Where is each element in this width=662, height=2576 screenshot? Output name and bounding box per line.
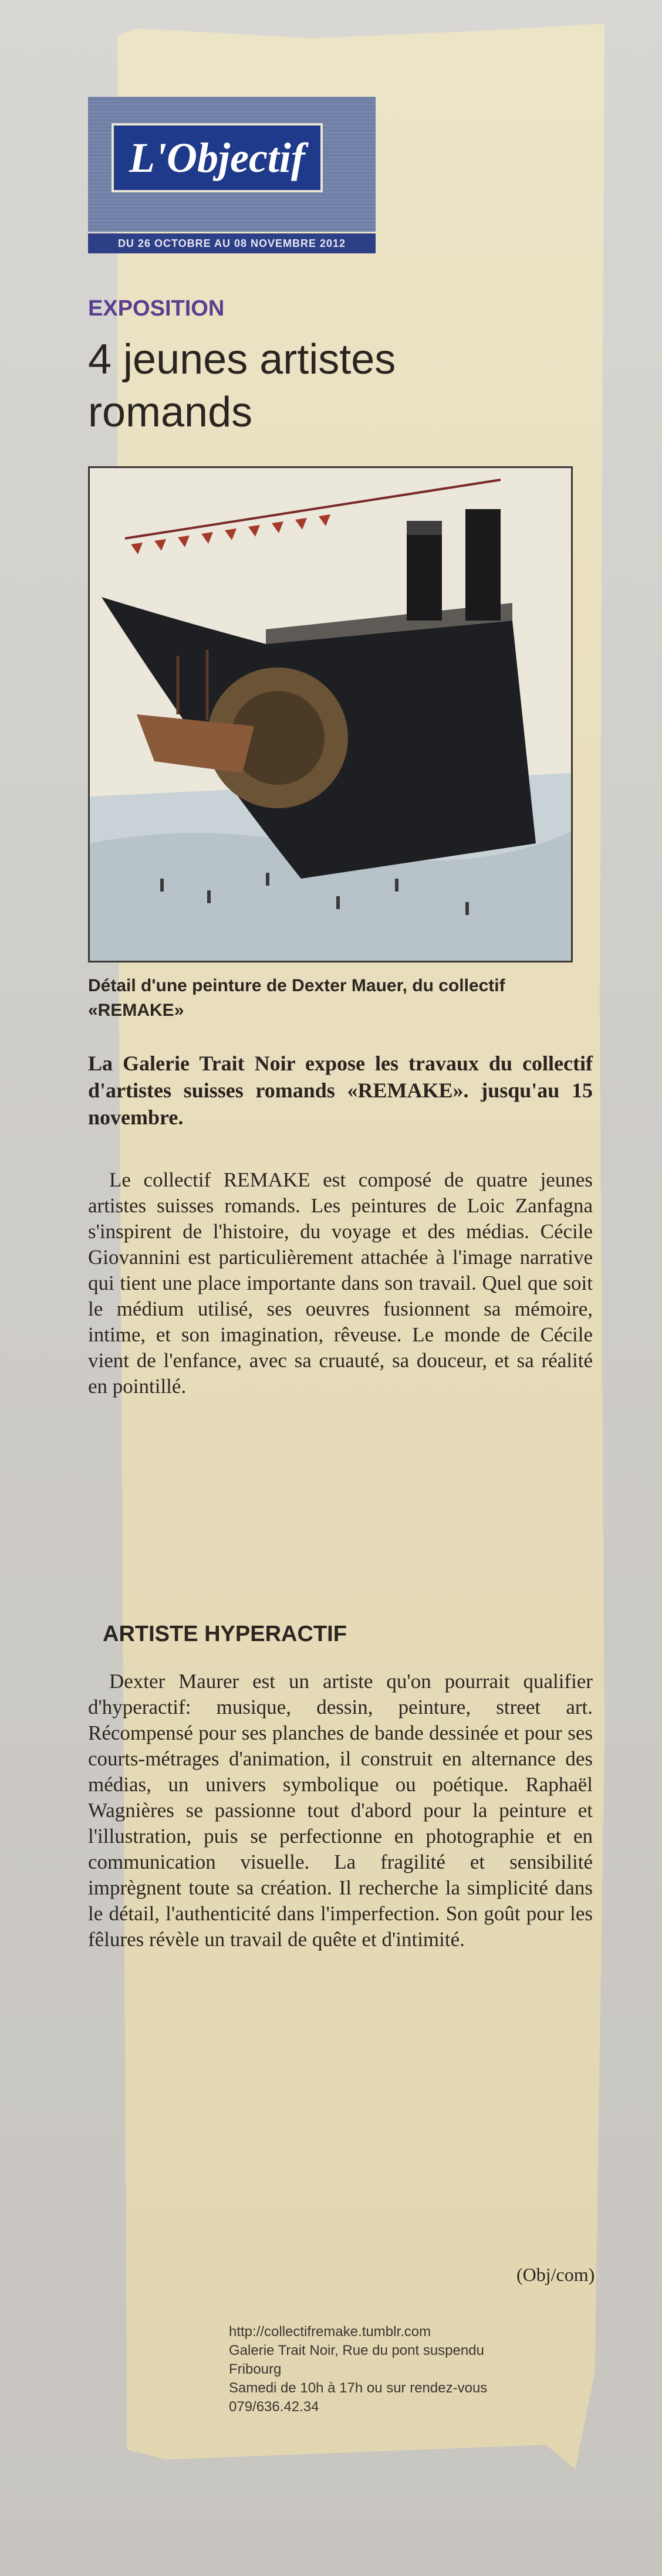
article-headline: 4 jeunes artistes romands xyxy=(88,336,396,436)
info-hours: Samedi de 10h à 17h ou sur rendez-vous xyxy=(229,2380,488,2396)
masthead-logo: L'Objectif xyxy=(112,123,323,192)
article-paragraph: Le collectif REMAKE est composé de quatre jeunes artistes suisses romands. Les peintures de Loic Zanfagna s'inspirent de l'histoire, du voyage et des médias. Cécile Giovannini est particulièrement attachée à l'image narrative qui tient une place importante dans son travail. Quel que soit le médium utilisé, ses oeuvres fusionnent sa mémoire, intime, et son imagination, rêveuse. Le monde de Cécile vient de l'enfance, avec sa cruauté, sa douceur, et sa réalité en pointillé. xyxy=(88,1168,593,1398)
article-paragraph: Dexter Maurer est un artiste qu'on pourrait qualifier d'hyperactif: musique, dessin, peinture, street art. Récompensé pour ses planches de bande dessinée et pour ses courts-métrages d'animation, il construit en alternance des médias, un univers symbolique ou poétique. Raphaël Wagnières se passionne tout d'abord pour la peinture et l'illustration, puis se perfectionne en photographie et en communication visuelle. La fragilité et sensibilité imprègnent toute sa création. Il recherche la simplicité dans le détail, l'authenticité dans l'imperfection. Son goût pour les fêlures révèle un travail de quête et d'intimité. xyxy=(88,1670,593,1951)
masthead-dateline: DU 26 OCTOBRE AU 08 NOVEMBRE 2012 xyxy=(88,233,376,253)
article-credit: (Obj/com) xyxy=(516,2264,595,2285)
ship-painting-illustration xyxy=(90,468,571,961)
painting-image xyxy=(88,466,573,962)
article-lead: La Galerie Trait Noir expose les travaux du collectif d'artistes suisses romands «REMAKE». jusqu'au 15 novembre. xyxy=(88,1052,593,1129)
info-address: Galerie Trait Noir, Rue du pont suspendu xyxy=(229,2343,484,2358)
section-kicker: EXPOSITION xyxy=(88,296,225,321)
article-body-second xyxy=(88,1669,593,1953)
info-city: Fribourg xyxy=(229,2361,282,2377)
info-phone: 079/636.42.34 xyxy=(229,2399,319,2415)
exhibition-info xyxy=(229,2323,581,2416)
image-caption: Détail d'une peinture de Dexter Mauer, du collectif «REMAKE» xyxy=(88,976,505,1020)
article-subhead: ARTISTE HYPERACTIF xyxy=(103,1622,347,1646)
info-url: http://collectifremake.tumblr.com xyxy=(229,2324,431,2340)
article-body-first xyxy=(88,1167,593,1399)
